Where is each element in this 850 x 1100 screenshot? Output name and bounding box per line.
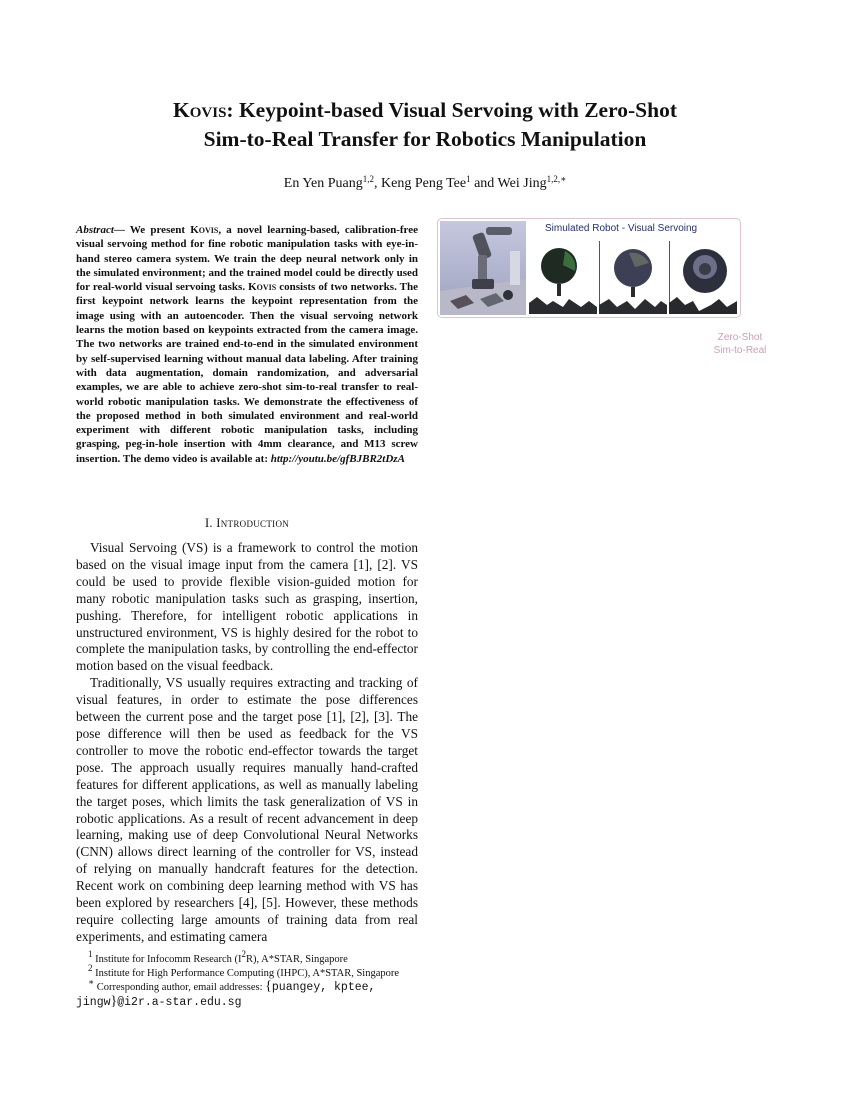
footnote-2 xyxy=(76,962,418,981)
author-3: Wei Jing xyxy=(497,176,547,191)
servo-view-panel-2-image xyxy=(599,241,667,314)
email-usernames: puangey, kptee, jingw xyxy=(76,981,376,1009)
zero-shot-label-line-2: Sim-to-Real xyxy=(713,344,767,356)
footnote-3 xyxy=(76,977,418,1009)
author-3-affil: 1,2,∗ xyxy=(546,174,567,184)
title-line-2: Sim-to-Real Transfer for Robotics Manipulation xyxy=(203,127,647,151)
demo-video-link[interactable]: http://youtu.be/gfBJBR2tDzA xyxy=(270,452,405,465)
title-line-1-rest: : Keypoint-based Visual Servoing with Zero-Shot xyxy=(226,98,677,122)
section-number: I. xyxy=(204,516,217,530)
section-heading-rest: ntroduction xyxy=(220,516,290,530)
abstract-label: Abstract xyxy=(76,224,114,236)
servo-view-panel-1-image xyxy=(529,241,597,314)
footnote-text: Corresponding author, email addresses: xyxy=(94,982,266,993)
footnote-mark: 1 xyxy=(88,949,93,959)
abstract-dash: — We present xyxy=(113,224,191,236)
simulated-robot-scene-image xyxy=(440,221,526,315)
paragraph: Visual Servoing (VS) is a framework to control the motion based on the visual image input from the camera [1], [2]. VS could be used to provide flexible vision-guided motion for many robotic manipulation tasks such as grasping, insertion, pushing. Therefore, for intelligent robotic applications in unstructured environment, VS is highly desired for the robot to complete the manipulation tasks, by controlling the end-effector motion based on the visual feedback. xyxy=(76,540,418,674)
abstract xyxy=(76,223,418,466)
footnote-text: Institute for Infocomm Research (I xyxy=(92,954,242,965)
abstract-text-2: consists of two networks. The first keypoint network learns the keypoint representation from the image using with an autoencoder. Then the visual servoing network learns the motion based on keypoints extracted from the camera image. The two networks are trained end-to-end in the simulated environment by self-supervised learning without manual data labeling. After training with data augmentation, domain randomization, and adversarial examples, we are able to achieve zero-shot sim-to-real transfer to real-world robotic manipulation tasks. We demonstrate the effectiveness of the proposed method in both simulated environment and real-world experiment with different robotic manipulation tasks, including grasping, peg-in-hole insertion with 4mm clearance, and M13 screw insertion. The demo video is available at: xyxy=(76,281,418,465)
paper-title xyxy=(0,96,850,154)
author-2: Keng Peng Tee xyxy=(381,176,467,191)
paragraph: Traditionally, VS usually requires extracting and tracking of visual features, in order to estimate the pose differences between the current pose and the target pose [1], [2], [3]. The pose difference will then be used as feedback for the VS controller to move the robotic end-effector towards the target pose. The approach usually requires manually hand-crafted features for different applications, as well as manually labeling the target poses, which limits the task generalization of VS in robotic applications. As a result of recent advancement in deep learning, making use of deep Convolutional Neural Networks (CNN) allows direct learning of the controller for VS, instead of relying on manually handcraft features for the detection. Recent work on combining deep learning method with VS has been explored by researchers [4], [5]. However, these methods require collecting large amounts of training data from real experiments, and estimating camera xyxy=(76,675,418,944)
introduction-body xyxy=(76,540,418,946)
author-1: En Yen Puang xyxy=(283,176,363,191)
footnote-text: Institute for High Performance Computing (IHPC), A*STAR, Singapore xyxy=(92,967,400,979)
footnote-superscript: 2 xyxy=(241,949,246,959)
abstract-method-name: Kovis xyxy=(190,224,219,236)
abstract-method-name: Kovis xyxy=(248,281,277,294)
figure-title: Simulated Robot - Visual Servoing xyxy=(545,223,698,234)
author-list xyxy=(0,176,850,192)
author-1-affil: 1,2 xyxy=(362,174,374,184)
email-brace: } xyxy=(110,993,118,1009)
zero-shot-label-line-1: Zero-Shot xyxy=(717,332,763,343)
footnotes xyxy=(76,949,418,1009)
email-brace: { xyxy=(265,979,272,994)
section-heading-initial: I xyxy=(216,516,221,530)
zero-shot-label xyxy=(700,332,780,357)
author-2-affil: 1 xyxy=(466,174,471,184)
email-domain: @i2r.a-star.edu.sg xyxy=(117,995,242,1009)
author-separator: and xyxy=(470,176,498,191)
title-method-name: Kovis xyxy=(173,98,227,122)
footnote-mark: ∗ xyxy=(88,977,95,987)
abstract-text-1: , a novel learning-based, calibration-free visual servoing method for fine robotic manipulation tasks with eye-in-hand stereo camera system. We train the deep neural network only in the simulated environment; and the trained model could be directly used for real-world visual servoing tasks. xyxy=(76,224,418,294)
footnote-1 xyxy=(76,949,418,967)
author-separator: , xyxy=(374,176,381,191)
servo-view-panel-3-image xyxy=(669,241,737,314)
section-heading xyxy=(76,516,418,531)
teaser-figure xyxy=(437,218,741,318)
footnote-mark: 2 xyxy=(88,962,93,973)
title-line-1 xyxy=(0,96,850,125)
footnote-text: R), A*STAR, Singapore xyxy=(246,954,348,965)
